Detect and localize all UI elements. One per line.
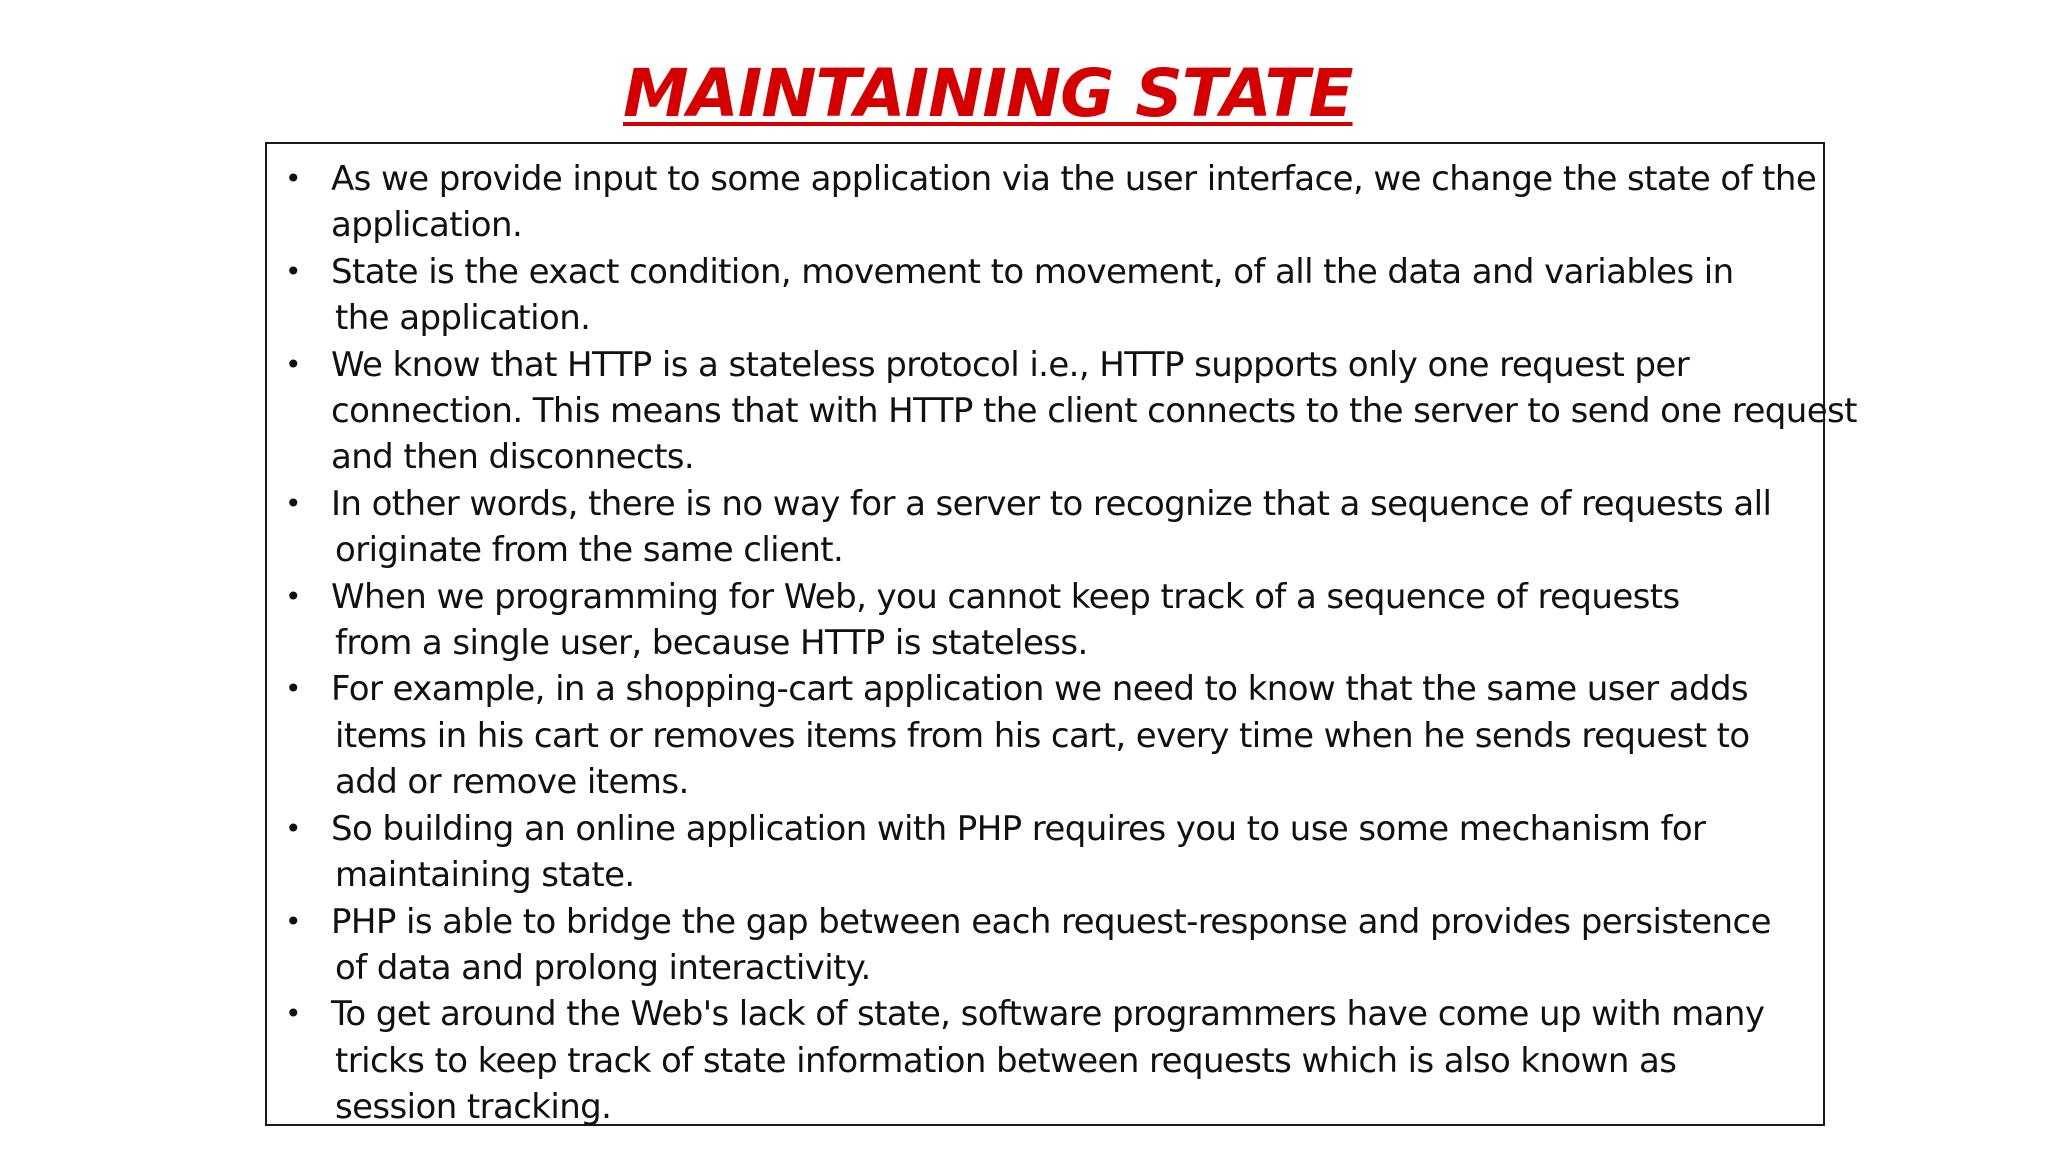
list-item-line: PHP is able to bridge the gap between each request-response and provides persistence	[331, 901, 1771, 942]
list-item-line: State is the exact condition, movement to movement, of all the data and variables in	[331, 251, 1734, 292]
list-item-line: connection. This means that with HTTP the client connects to the server to send one request	[331, 391, 1857, 432]
list-item-line: We know that HTTP is a stateless protocol i.e., HTTP supports only one request per	[331, 344, 1690, 385]
bullet-icon: •	[285, 254, 301, 288]
list-item-line: and then disconnects.	[331, 437, 695, 478]
list-item-line: session tracking.	[335, 1087, 612, 1128]
list-item-line: from a single user, because HTTP is stateless.	[335, 623, 1088, 664]
list-item-line: In other words, there is no way for a server to recognize that a sequence of requests all	[331, 483, 1772, 524]
list-item-line: of data and prolong interactivity.	[335, 947, 871, 988]
list-item-line: application.	[331, 205, 523, 246]
bullet-icon: •	[285, 997, 301, 1031]
bullet-icon: •	[285, 486, 301, 520]
list-item	[281, 806, 1821, 899]
list-item	[281, 574, 1821, 667]
list-item	[281, 249, 1821, 342]
bullet-icon: •	[285, 162, 301, 195]
slide-title: MAINTAINING STATE	[623, 55, 1353, 132]
list-item-line: To get around the Web's lack of state, software programmers have come up with many	[331, 994, 1765, 1035]
list-item	[281, 342, 1857, 481]
list-item	[281, 156, 1821, 249]
list-item-line: items in his cart or removes items from his cart, every time when he sends request to	[335, 715, 1750, 756]
bullet-icon: •	[285, 672, 301, 706]
list-item-line: So building an online application with PHP requires you to use some mechanism for	[331, 808, 1706, 849]
list-item-line: tricks to keep track of state information between requests which is also known as	[335, 1040, 1677, 1081]
content-box	[265, 142, 1857, 1128]
bullet-icon: •	[285, 811, 301, 845]
list-item-line: As we provide input to some application via the user interface, we change the state of the	[331, 159, 1817, 199]
list-item-line: the application.	[335, 298, 591, 339]
list-item	[281, 481, 1821, 574]
bullet-list	[281, 156, 1857, 1131]
list-item-line: maintaining state.	[335, 855, 635, 896]
list-item-line: add or remove items.	[335, 762, 689, 803]
list-item-line: For example, in a shopping-cart application we need to know that the same user adds	[331, 669, 1749, 710]
list-item	[281, 991, 1821, 1130]
bullet-icon: •	[285, 904, 301, 938]
bullet-icon: •	[285, 347, 301, 381]
list-item-line: When we programming for Web, you cannot keep track of a sequence of requests	[331, 576, 1680, 617]
bullet-icon: •	[285, 579, 301, 613]
list-item	[281, 666, 1821, 805]
list-item-line: originate from the same client.	[335, 530, 844, 571]
list-item	[281, 899, 1821, 992]
